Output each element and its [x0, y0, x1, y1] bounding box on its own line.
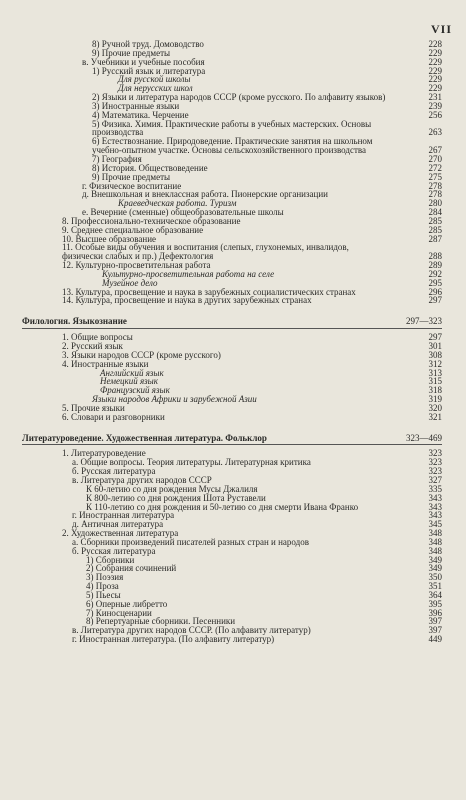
entry-title: 2) Собрания сочинений [86, 563, 177, 574]
entry-page: 323 [428, 466, 442, 477]
section-gap [22, 422, 452, 434]
entry-title: 5. Прочие языки [62, 402, 125, 413]
entry-title: 5) Физика. Химия. Практические работы в учебных мастерских. Основы производства [92, 118, 372, 138]
entry-page: 278 [428, 180, 442, 191]
entry-page: 272 [428, 162, 442, 173]
table-of-contents [22, 40, 452, 644]
entry-title: е. Вечерние (сменные) общеобразовательные школы [82, 207, 284, 218]
entry-title: 3. Языки народов СССР (кроме русского) [62, 349, 221, 360]
entry-page: 296 [428, 286, 442, 297]
toc-entry [22, 155, 452, 164]
entry-title: г. Иностранная литература. (По алфавиту литератур) [72, 634, 275, 645]
entry-page: 275 [428, 171, 442, 182]
toc-entry [22, 137, 452, 155]
entry-page: 229 [428, 74, 442, 85]
entry-page: 349 [428, 563, 442, 574]
toc-entry [22, 360, 452, 369]
entry-title: Музейное дело [102, 277, 158, 288]
section-heading [22, 317, 452, 326]
entry-page: 343 [428, 492, 442, 503]
entry-title: 11. Особые виды обучения и воспитания (слепых, глухонемых, инвалидов, физически слабых и пр.) Дефектология [62, 242, 349, 262]
entry-page: 308 [428, 349, 442, 360]
entry-page: 351 [428, 581, 442, 592]
entry-title: 7) География [92, 153, 142, 164]
toc-entry [22, 164, 452, 173]
entry-title: 6) Естествознание. Природоведение. Практические занятия на школьном учебно-опытном участке. Основы сельскохозяйственного производства [92, 136, 373, 156]
section-heading [22, 434, 452, 443]
toc-entry [22, 93, 452, 102]
entry-page: 285 [428, 224, 442, 235]
entry-title: 8) Ручной труд. Домоводство [92, 39, 204, 49]
entry-page: 349 [428, 554, 442, 565]
toc-entry [22, 243, 452, 261]
heading-rule [22, 444, 442, 445]
entry-title: Языки народов Африки и зарубежной Азии [92, 394, 257, 405]
toc-entry [22, 58, 452, 67]
entry-page: 335 [428, 483, 442, 494]
entry-title: Для нерусских школ [118, 83, 193, 94]
entry-title: 1. Литературоведение [62, 448, 146, 459]
entry-page: 256 [428, 109, 442, 120]
entry-title: Английский язык [100, 367, 164, 378]
entry-title: в. Литература других народов СССР [72, 474, 212, 485]
entry-title: 14. Культура, просвещение и наука в других зарубежных странах [62, 295, 312, 306]
entry-title: в. Литература других народов СССР. (По алфавиту литератур) [72, 625, 311, 636]
entry-title: 7) Киносценарии [86, 607, 152, 618]
entry-title: 12. Культурно-просветительная работа [62, 260, 211, 271]
entry-title: Для русской школы [118, 74, 191, 85]
entry-title: б. Русская литература [72, 545, 156, 556]
entry-page: 327 [428, 474, 442, 485]
entry-page: 270 [428, 153, 442, 164]
entry-title: 9. Среднее специальное образование [62, 224, 204, 235]
entry-title: 2) Языки и литература народов СССР (кроме русского. По алфавиту языков) [92, 92, 386, 103]
entry-page: 321 [428, 411, 442, 422]
entry-title: а. Сборники произведений писателей разных стран и народов [72, 536, 309, 547]
entry-title: Краеведческая работа. Туризм [118, 198, 237, 209]
entry-page: 397 [428, 625, 442, 636]
entry-page: 263 [428, 127, 442, 138]
entry-title: 8. Профессионально-техническое образование [62, 215, 241, 226]
entry-title: К 60-летию со дня рождения Мусы Джалиля [86, 483, 258, 494]
entry-page: 348 [428, 536, 442, 547]
entry-page: 301 [428, 341, 442, 351]
entry-title: 2. Русский язык [62, 341, 123, 351]
entry-page: 284 [428, 207, 442, 218]
entry-page: 345 [428, 519, 442, 530]
entry-page: 320 [428, 402, 442, 413]
entry-page: 280 [428, 198, 442, 209]
entry-page: 364 [428, 589, 442, 600]
entry-page: 288 [428, 251, 442, 262]
entry-title: 3) Поэзия [86, 572, 124, 583]
entry-page: 287 [428, 233, 442, 244]
entry-page: 343 [428, 510, 442, 521]
entry-title: К 800-летию со дня рождения Шота Руставели [86, 492, 266, 503]
entry-page: 323—469 [406, 432, 442, 443]
toc-entry [22, 102, 452, 111]
entry-title: д. Античная литература [72, 519, 164, 530]
entry-title: д. Внешкольная и внеклассная работа. Пионерские организации [82, 189, 328, 200]
entry-title: 6) Оперные либретто [86, 598, 168, 609]
entry-page: 267 [428, 145, 442, 156]
entry-title: 2. Художественная литература [62, 528, 179, 539]
toc-entry [22, 67, 452, 76]
entry-page: 343 [428, 501, 442, 512]
entry-title: б. Русская литература [72, 466, 156, 477]
entry-title: Немецкий язык [100, 376, 158, 387]
entry-page: 297 [428, 332, 442, 343]
entry-page: 395 [428, 598, 442, 609]
entry-title: Литературоведение. Художественная литература. Фольклор [22, 432, 267, 443]
entry-title: а. Общие вопросы. Теория литературы. Литературная критика [72, 457, 311, 468]
entry-title: 1) Сборники [86, 554, 135, 565]
entry-page: 297 [428, 295, 442, 306]
entry-page: 295 [428, 277, 442, 288]
entry-page: 278 [428, 189, 442, 200]
toc-entry [22, 635, 452, 644]
entry-page: 319 [428, 394, 442, 405]
entry-title: 9) Прочие предметы [92, 47, 171, 58]
entry-title: 4) Математика. Черчение [92, 109, 189, 120]
entry-page: 348 [428, 545, 442, 556]
entry-title: 13. Культура, просвещение и наука в зарубежных социалистических странах [62, 286, 356, 297]
entry-page: 231 [428, 92, 442, 103]
entry-title: 5) Пьесы [86, 589, 121, 600]
entry-page: 239 [428, 100, 442, 111]
entry-page: 348 [428, 528, 442, 539]
entry-page: 229 [428, 83, 442, 94]
entry-page: 297—323 [406, 316, 442, 327]
entry-page: 229 [428, 56, 442, 67]
entry-page: 449 [428, 634, 442, 645]
entry-title: 9) Прочие предметы [92, 171, 171, 182]
entry-title: в. Учебники и учебные пособия [82, 56, 205, 67]
entry-page: 292 [428, 268, 442, 279]
entry-title: 8) Репертуарные сборники. Песенники [86, 616, 236, 627]
entry-page: 323 [428, 448, 442, 459]
toc-entry [22, 120, 452, 138]
heading-rule [22, 328, 442, 329]
entry-title: г. Физическое воспитание [82, 180, 182, 191]
entry-title: 6. Словари и разговорники [62, 411, 165, 422]
toc-entry [22, 296, 452, 305]
entry-page: 397 [428, 616, 442, 627]
entry-title: 8) История. Обществоведение [92, 162, 208, 173]
toc-entry [22, 369, 452, 378]
entry-title: Филология. Языкознание [22, 316, 127, 327]
entry-page: 289 [428, 260, 442, 271]
entry-title: 1. Общие вопросы [62, 332, 133, 343]
entry-page: 228 [428, 39, 442, 49]
toc-entry [22, 190, 452, 199]
entry-page: 285 [428, 215, 442, 226]
entry-page: 313 [428, 367, 442, 378]
toc-entry [22, 413, 452, 422]
entry-page: 323 [428, 457, 442, 468]
entry-title: 3) Иностранные языки [92, 100, 180, 111]
entry-title: 4. Иностранные языки [62, 358, 149, 369]
entry-page: 229 [428, 47, 442, 58]
entry-title: Французский язык [100, 385, 170, 396]
toc-entry [22, 270, 452, 279]
toc-entry [22, 40, 452, 49]
page-number: VII [430, 22, 452, 36]
entry-page: 318 [428, 385, 442, 396]
entry-page: 315 [428, 376, 442, 387]
entry-title: К 110-летию со дня рождения и 50-летию со дня смерти Ивана Франко [86, 501, 359, 512]
entry-title: 10. Высшее образование [62, 233, 157, 244]
toc-entry [22, 75, 452, 84]
entry-title: Культурно-просветительная работа на селе [102, 268, 275, 279]
entry-page: 312 [428, 358, 442, 369]
entry-page: 229 [428, 65, 442, 76]
toc-entry [22, 377, 452, 386]
entry-title: г. Иностранная литература [72, 510, 175, 521]
entry-title: 4) Проза [86, 581, 119, 592]
entry-page: 350 [428, 572, 442, 583]
entry-title: 1) Русский язык и литература [92, 65, 206, 76]
entry-page: 396 [428, 607, 442, 618]
